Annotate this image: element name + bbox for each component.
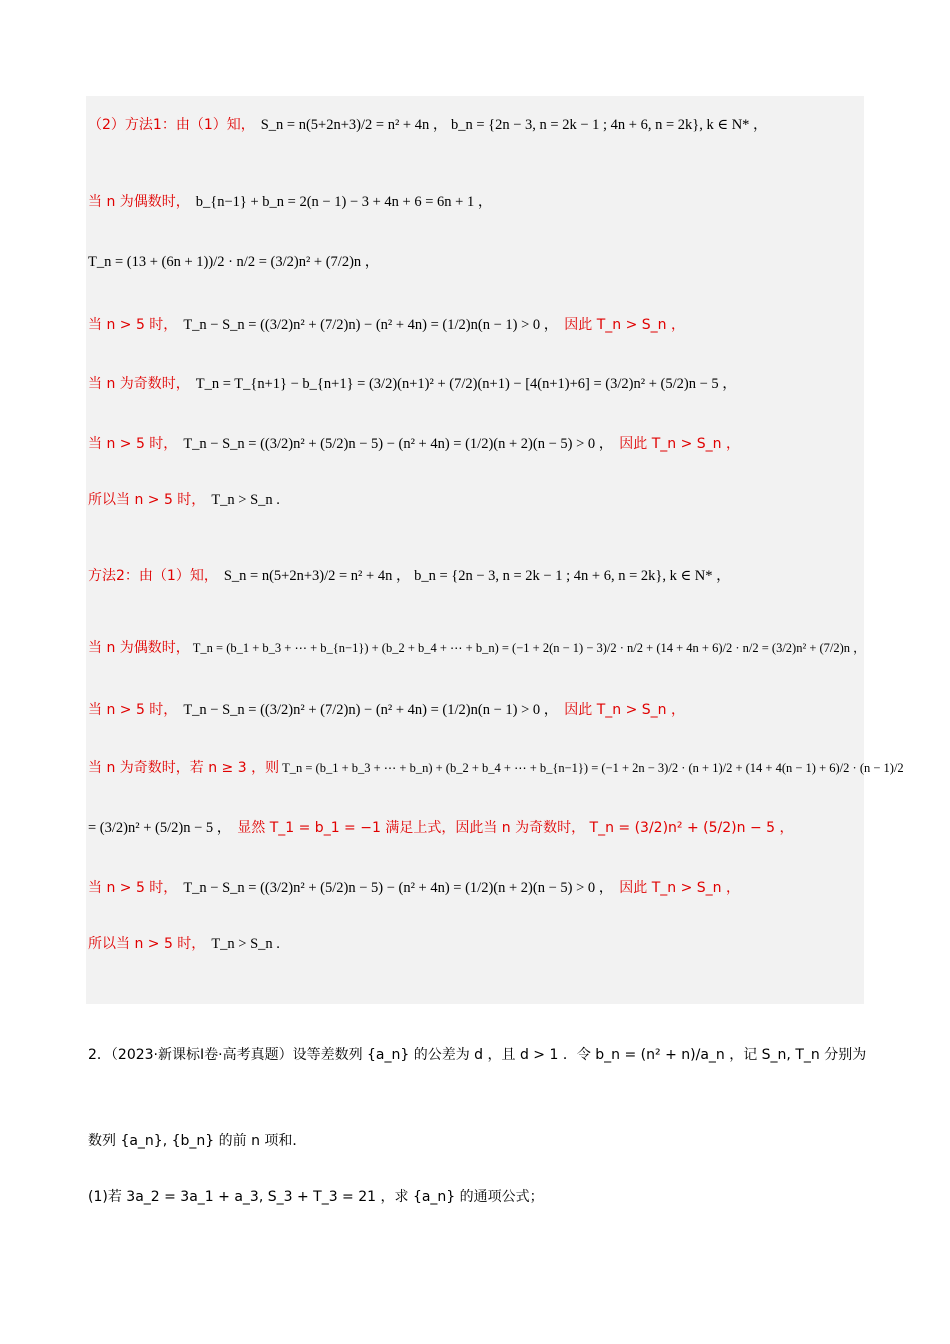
line-label: 当 n 为偶数时， bbox=[88, 640, 190, 656]
line-label: 所以当 n > 5 时， bbox=[88, 936, 206, 952]
line-tail: 因此 T_n > S_n ， bbox=[564, 702, 685, 718]
line-tail: 因此 T_n > S_n ， bbox=[619, 436, 740, 452]
line-math: S_n = n(5+2n+3)/2 = n² + 4n ， b_n = {2n − 3, n = 2k − 1 ; 4n + 6, n = 2k}, k ∈ N* ， bbox=[260, 117, 768, 133]
line-tail: 显然 T_1 = b_1 = −1 满足上式，因此当 n 为奇数时， T_n = (3/2)n² + (5/2)n − 5 ， bbox=[237, 820, 794, 836]
line-label: 所以当 n > 5 时， bbox=[88, 492, 206, 508]
line-math: = (3/2)n² + (5/2)n − 5 ， bbox=[88, 820, 232, 836]
solution-line-3 bbox=[88, 252, 385, 272]
line-math: T_n = (13 + (6n + 1))/2 · n/2 = (3/2)n² + (7/2)n ， bbox=[88, 254, 380, 270]
line-tail: 因此 T_n > S_n ， bbox=[564, 317, 685, 333]
solution-line-8 bbox=[88, 566, 737, 586]
line-math: T_n − S_n = ((3/2)n² + (7/2)n) − (n² + 4n) = (1/2)n(n − 1) > 0 ， bbox=[183, 317, 559, 333]
line-label: 当 n > 5 时， bbox=[88, 880, 178, 896]
solution-line-10 bbox=[88, 700, 685, 720]
solution-line-13 bbox=[88, 878, 740, 898]
question-line-2: 数列 {a_n}, {b_n} 的前 n 项和． bbox=[88, 1133, 307, 1149]
solution-line-12 bbox=[88, 818, 793, 838]
line-math: T_n > S_n . bbox=[211, 492, 280, 508]
line-tail: 因此 T_n > S_n ， bbox=[619, 880, 740, 896]
line-label: 当 n 为奇数时，若 n ≥ 3 ，则 bbox=[88, 760, 280, 776]
solution-line-2 bbox=[88, 192, 498, 212]
line-label: 当 n 为偶数时， bbox=[88, 194, 190, 210]
line-math: T_n > S_n . bbox=[211, 936, 280, 952]
line-math: S_n = n(5+2n+3)/2 = n² + 4n ， b_n = {2n − 3, n = 2k − 1 ; 4n + 6, n = 2k}, k ∈ N* ， bbox=[223, 568, 731, 584]
line-label: 当 n > 5 时， bbox=[88, 317, 178, 333]
solution-line-6 bbox=[88, 434, 740, 454]
line-math: b_{n−1} + b_n = 2(n − 1) − 3 + 4n + 6 = 6n + 1 ， bbox=[195, 194, 493, 210]
solution-line-1 bbox=[88, 115, 774, 135]
line-math: T_n − S_n = ((3/2)n² + (7/2)n) − (n² + 4n) = (1/2)n(n − 1) > 0 ， bbox=[183, 702, 559, 718]
line-label: 当 n > 5 时， bbox=[88, 436, 178, 452]
question-line-3: (1)若 3a_2 = 3a_1 + a_3, S_3 + T_3 = 21 ，求 {a_n} 的通项公式； bbox=[88, 1189, 544, 1205]
question-line-1: 2．（2023·新课标Ⅰ卷·高考真题）设等差数列 {a_n} 的公差为 d ，且 d > 1 ．令 b_n = (n² + n)/a_n ，记 S_n, T_n 分别为 bbox=[88, 1047, 867, 1063]
solution-line-14 bbox=[88, 934, 286, 954]
solution-line-5 bbox=[88, 374, 743, 394]
line-label: （2）方法1：由（1）知， bbox=[88, 117, 255, 133]
line-label: 当 n > 5 时， bbox=[88, 702, 178, 718]
solution-line-11 bbox=[88, 758, 907, 778]
line-math: T_n = (b_1 + b_3 + ⋯ + b_n) + (b_2 + b_4 + ⋯ + b_{n−1}) = (−1 + 2n − 3)/2 · (n + 1)/2 + (14 + 4(n − 1) + 6)/2 · (n − 1)/2 bbox=[282, 761, 904, 775]
line-math: T_n − S_n = ((3/2)n² + (5/2)n − 5) − (n² + 4n) = (1/2)(n + 2)(n − 5) > 0 ， bbox=[183, 436, 614, 452]
line-math: T_n = (b_1 + b_3 + ⋯ + b_{n−1}) + (b_2 + b_4 + ⋯ + b_n) = (−1 + 2(n − 1) − 3)/2 · n/2 + (14 + 4n + 6)/2 · n/2 = (3/2)n² + (7/2)n ， bbox=[192, 641, 866, 655]
solution-line-9 bbox=[88, 638, 869, 658]
line-label: 当 n 为奇数时， bbox=[88, 376, 190, 392]
solution-line-4 bbox=[88, 315, 685, 335]
line-math: T_n − S_n = ((3/2)n² + (5/2)n − 5) − (n² + 4n) = (1/2)(n + 2)(n − 5) > 0 ， bbox=[183, 880, 614, 896]
solution-panel bbox=[86, 96, 864, 1004]
solution-line-7 bbox=[88, 490, 286, 510]
line-label: 方法2：由（1）知， bbox=[88, 568, 218, 584]
line-math: T_n = T_{n+1} − b_{n+1} = (3/2)(n+1)² + (7/2)(n+1) − [4(n+1)+6] = (3/2)n² + (5/2)n − 5 ， bbox=[195, 376, 737, 392]
